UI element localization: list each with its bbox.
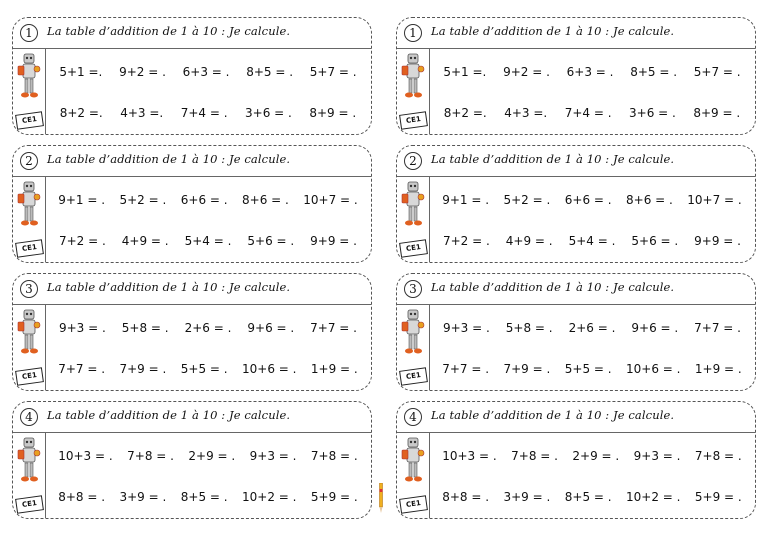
calc-item: 4+9 = . [505,234,553,248]
calc-item: 9+3 = . [442,321,490,335]
calc-row-2 [51,231,365,251]
card-number: 4 [404,408,422,426]
calc-item: 2+6 = . [568,321,616,335]
card-header [13,18,371,49]
calc-row-2 [51,487,365,507]
robot-icon [400,181,426,227]
exercise-card-1-right [396,17,756,135]
calc-row-1 [435,190,749,210]
sidebar-divider [429,49,430,134]
calc-item: 10+2 = . [626,490,681,504]
card-title: La table d’addition de 1 à 10 : Je calcule. [431,408,675,422]
calc-row-2 [435,487,749,507]
card-header [13,274,371,305]
calc-item: 8+9 = . [309,106,357,120]
card-sidebar [397,433,429,518]
card-number: 3 [20,280,38,298]
sidebar-divider [45,305,46,390]
level-badge: CE1 [399,239,428,258]
calc-item: 3+6 = . [629,106,676,120]
robot-icon [400,437,426,483]
sidebar-divider [429,177,430,262]
calc-item: 5+4 = . [568,234,616,248]
calc-row-1 [435,318,749,338]
calc-item: 2+9 = . [572,449,620,463]
calc-item: 9+1 = . [442,193,490,207]
sidebar-divider [45,49,46,134]
calc-item: 7+7 = . [58,362,106,376]
calc-item: 7+2 = . [58,234,106,248]
exercise-card-2-right [396,145,756,263]
sidebar-divider [45,177,46,262]
calc-item: 10+7 = . [303,193,358,207]
calc-item: 7+8 = . [511,449,558,463]
calc-item: 7+7 = . [694,321,741,335]
calc-item: 5+7 = . [693,65,741,79]
card-title: La table d’addition de 1 à 10 : Je calcule. [47,24,291,38]
card-number: 3 [404,280,422,298]
calc-item: 7+4 = . [180,106,228,120]
calc-item: 7+2 = . [442,234,490,248]
robot-icon [400,53,426,99]
calc-item: 4+3 =. [120,106,164,120]
calc-item: 8+6 = . [626,193,673,207]
calc-item: 5+6 = . [631,234,679,248]
card-number: 2 [404,152,422,170]
calc-item: 6+6 = . [180,193,228,207]
calc-item: 3+9 = . [503,490,551,504]
level-badge: CE1 [15,367,44,386]
sidebar-divider [45,433,46,518]
calc-item: 9+9 = . [694,234,741,248]
calc-row-1 [51,190,365,210]
calc-item: 10+2 = . [242,490,297,504]
card-number: 2 [20,152,38,170]
level-badge: CE1 [15,495,44,514]
calc-item: 9+2 = . [503,65,550,79]
calc-item: 7+8 = . [310,449,358,463]
card-header [397,18,755,49]
exercise-card-4-right [396,401,756,519]
calc-item: 9+3 = . [58,321,106,335]
calc-item: 8+2 =. [443,106,487,120]
card-title: La table d’addition de 1 à 10 : Je calcule. [47,408,291,422]
calc-row-2 [435,103,749,123]
exercise-card-3-left [12,273,372,391]
calc-item: 8+5 = . [180,490,228,504]
card-sidebar [13,177,45,262]
level-badge: CE1 [399,495,428,514]
calc-item: 8+8 = . [58,490,106,504]
exercise-card-1-left [12,17,372,135]
calc-item: 5+2 = . [119,193,167,207]
card-header [13,402,371,433]
calc-item: 8+5 = . [630,65,678,79]
card-header [397,146,755,177]
calc-item: 4+3 =. [504,106,548,120]
card-number: 1 [404,24,422,42]
calc-row-2 [51,103,365,123]
calc-item: 5+9 = . [310,490,358,504]
calc-row-2 [435,359,749,379]
calc-item: 5+7 = . [309,65,357,79]
calc-item: 5+8 = . [505,321,553,335]
calc-item: 7+8 = . [127,449,174,463]
exercise-card-3-right [396,273,756,391]
calc-item: 9+2 = . [119,65,166,79]
calc-item: 9+6 = . [631,321,679,335]
robot-icon [16,53,42,99]
calc-item: 1+9 = . [694,362,742,376]
calc-item: 9+1 = . [58,193,106,207]
card-title: La table d’addition de 1 à 10 : Je calcule. [47,280,291,294]
calc-item: 10+7 = . [687,193,742,207]
calc-item: 5+4 = . [184,234,232,248]
robot-icon [400,309,426,355]
card-title: La table d’addition de 1 à 10 : Je calcule. [431,152,675,166]
calc-item: 6+3 = . [566,65,614,79]
card-header [13,146,371,177]
pencil-icon [379,483,383,513]
robot-icon [16,437,42,483]
card-title: La table d’addition de 1 à 10 : Je calcule. [431,280,675,294]
calc-item: 9+9 = . [310,234,357,248]
calc-row-1 [51,446,365,466]
calc-item: 3+9 = . [119,490,167,504]
calc-item: 3+6 = . [245,106,292,120]
calc-item: 6+3 = . [182,65,230,79]
calc-item: 7+9 = . [119,362,167,376]
calc-item: 5+5 = . [180,362,228,376]
level-badge: CE1 [399,367,428,386]
calc-item: 8+8 = . [442,490,490,504]
calc-item: 10+6 = . [626,362,681,376]
calc-item: 9+3 = . [633,449,681,463]
calc-item: 10+6 = . [242,362,297,376]
calc-item: 2+6 = . [184,321,232,335]
calc-item: 5+1 =. [443,65,487,79]
calc-item: 2+9 = . [188,449,236,463]
level-badge: CE1 [15,239,44,258]
calc-item: 10+3 = . [442,449,497,463]
robot-icon [16,309,42,355]
calc-item: 5+8 = . [121,321,169,335]
calc-item: 5+6 = . [247,234,295,248]
card-sidebar [13,305,45,390]
calc-row-1 [435,446,749,466]
level-badge: CE1 [15,111,44,130]
calc-row-1 [51,62,365,82]
sidebar-divider [429,433,430,518]
card-number: 1 [20,24,38,42]
calc-item: 6+6 = . [564,193,612,207]
card-header [397,274,755,305]
calc-item: 8+9 = . [693,106,741,120]
calc-row-2 [435,231,749,251]
card-sidebar [397,177,429,262]
calc-item: 8+2 =. [59,106,103,120]
exercise-card-4-left [12,401,372,519]
robot-icon [16,181,42,227]
card-number: 4 [20,408,38,426]
card-sidebar [397,49,429,134]
calc-item: 7+4 = . [564,106,612,120]
card-sidebar [397,305,429,390]
calc-item: 9+6 = . [247,321,295,335]
card-sidebar [13,433,45,518]
card-title: La table d’addition de 1 à 10 : Je calcule. [431,24,675,38]
calc-row-1 [435,62,749,82]
calc-item: 7+8 = . [694,449,742,463]
calc-item: 9+3 = . [249,449,297,463]
calc-row-2 [51,359,365,379]
sidebar-divider [429,305,430,390]
calc-item: 8+5 = . [564,490,612,504]
card-sidebar [13,49,45,134]
exercise-card-2-left [12,145,372,263]
calc-item: 5+5 = . [564,362,612,376]
calc-item: 5+2 = . [503,193,551,207]
calc-item: 5+1 =. [59,65,103,79]
level-badge: CE1 [399,111,428,130]
calc-row-1 [51,318,365,338]
calc-item: 1+9 = . [310,362,358,376]
calc-item: 7+7 = . [442,362,490,376]
calc-item: 5+9 = . [694,490,742,504]
card-title: La table d’addition de 1 à 10 : Je calcule. [47,152,291,166]
calc-item: 10+3 = . [58,449,113,463]
calc-item: 4+9 = . [121,234,169,248]
calc-item: 8+6 = . [242,193,289,207]
card-header [397,402,755,433]
calc-item: 7+9 = . [503,362,551,376]
calc-item: 8+5 = . [246,65,294,79]
calc-item: 7+7 = . [310,321,357,335]
